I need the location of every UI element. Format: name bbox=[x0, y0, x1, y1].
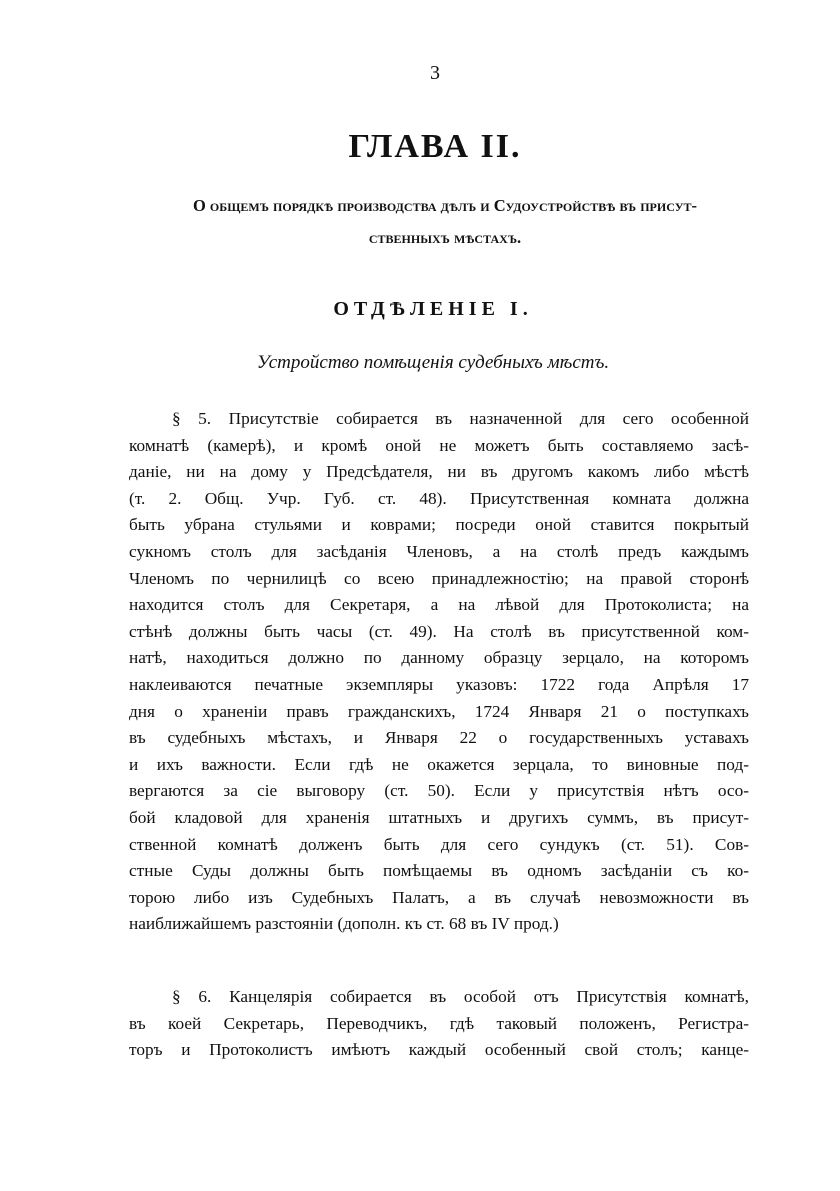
text-line: быть убрана стульями и коврами; посреди оной ставится покрытый bbox=[129, 515, 749, 535]
text-line: стѣнѣ должны быть часы (ст. 49). На столѣ въ присутственной ком- bbox=[129, 621, 749, 641]
text-line: стные Суды должны быть помѣщаемы въ одномъ засѣданіи съ ко- bbox=[129, 861, 749, 881]
text-line: торою либо изъ Судебныхъ Палатъ, а въ случаѣ невозможности въ bbox=[129, 887, 749, 907]
text-line: даніе, ни на дому у Предсѣдателя, ни въ другомъ какомъ либо мѣстѣ bbox=[129, 462, 749, 482]
chapter-subtitle-line: ственныхъ мѣстахъ. bbox=[368, 228, 522, 247]
text-line: наиближайшемъ разстояніи (дополн. къ ст. 68 въ IV прод.) bbox=[129, 914, 559, 934]
text-line: комнатѣ (камерѣ), и кромѣ оной не можетъ быть составляемо засѣ- bbox=[129, 435, 749, 455]
text-line: натѣ, находиться должно по данному образцу зерцало, на которомъ bbox=[129, 648, 749, 668]
text-line: (т. 2. Общ. Учр. Губ. ст. 48). Присутственная комната должна bbox=[129, 488, 749, 508]
text-line: вергаются за сіе выговору (ст. 50). Если у присутствія нѣтъ осо- bbox=[129, 781, 749, 801]
chapter-title: ГЛАВА II. bbox=[348, 128, 522, 165]
section-title: ОТДѢЛЕНІЕ I. bbox=[333, 298, 533, 320]
section-subtitle: Устройство помѣщенія судебныхъ мѣстъ. bbox=[256, 352, 610, 373]
text-line: дня о храненіи правъ гражданскихъ, 1724 Января 21 о поступкахъ bbox=[129, 701, 749, 721]
chapter-subtitle-line: О общемъ порядкѣ производства дѣлъ и Судоустройствѣ въ присут- bbox=[192, 196, 698, 215]
text-line: Членомъ по чернилицѣ со всею принадлежностію; на правой сторонѣ bbox=[129, 568, 749, 588]
text-line: наклеиваются печатные экземпляры указовъ: 1722 года Апрѣля 17 bbox=[129, 674, 749, 694]
text-line: въ судебныхъ мѣстахъ, и Января 22 о государственныхъ уставахъ bbox=[129, 728, 749, 748]
text-line: бой кладовой для храненія штатныхъ и другихъ суммъ, въ присут- bbox=[129, 807, 749, 827]
chapter-subtitle bbox=[120, 190, 770, 254]
text-line: въ коей Секретарь, Переводчикъ, гдѣ таковый положенъ, Регистра- bbox=[129, 1013, 749, 1033]
text-line: сукномъ столъ для засѣданія Членовъ, а на столѣ предъ каждымъ bbox=[129, 541, 749, 561]
text-line: находится столъ для Секретаря, а на лѣвой для Протоколиста; на bbox=[129, 595, 749, 615]
paragraph-6 bbox=[129, 984, 749, 1064]
text-line: ственной комнатѣ долженъ быть для сего сундукъ (ст. 51). Сов- bbox=[129, 834, 749, 854]
text-line: торъ и Протоколистъ имѣютъ каждый особенный свой столъ; канце- bbox=[129, 1040, 749, 1060]
text-line: и ихъ важности. Если гдѣ не окажется зерцала, то виновные под- bbox=[129, 754, 749, 774]
text-line: § 5. Присутствіе собирается въ назначенной для сего особенной bbox=[172, 409, 749, 428]
text-line: § 6. Канцелярія собирается въ особой отъ Присутствія комнатѣ, bbox=[172, 987, 749, 1006]
page-number: 3 bbox=[430, 62, 440, 84]
paragraph-5 bbox=[129, 406, 749, 938]
